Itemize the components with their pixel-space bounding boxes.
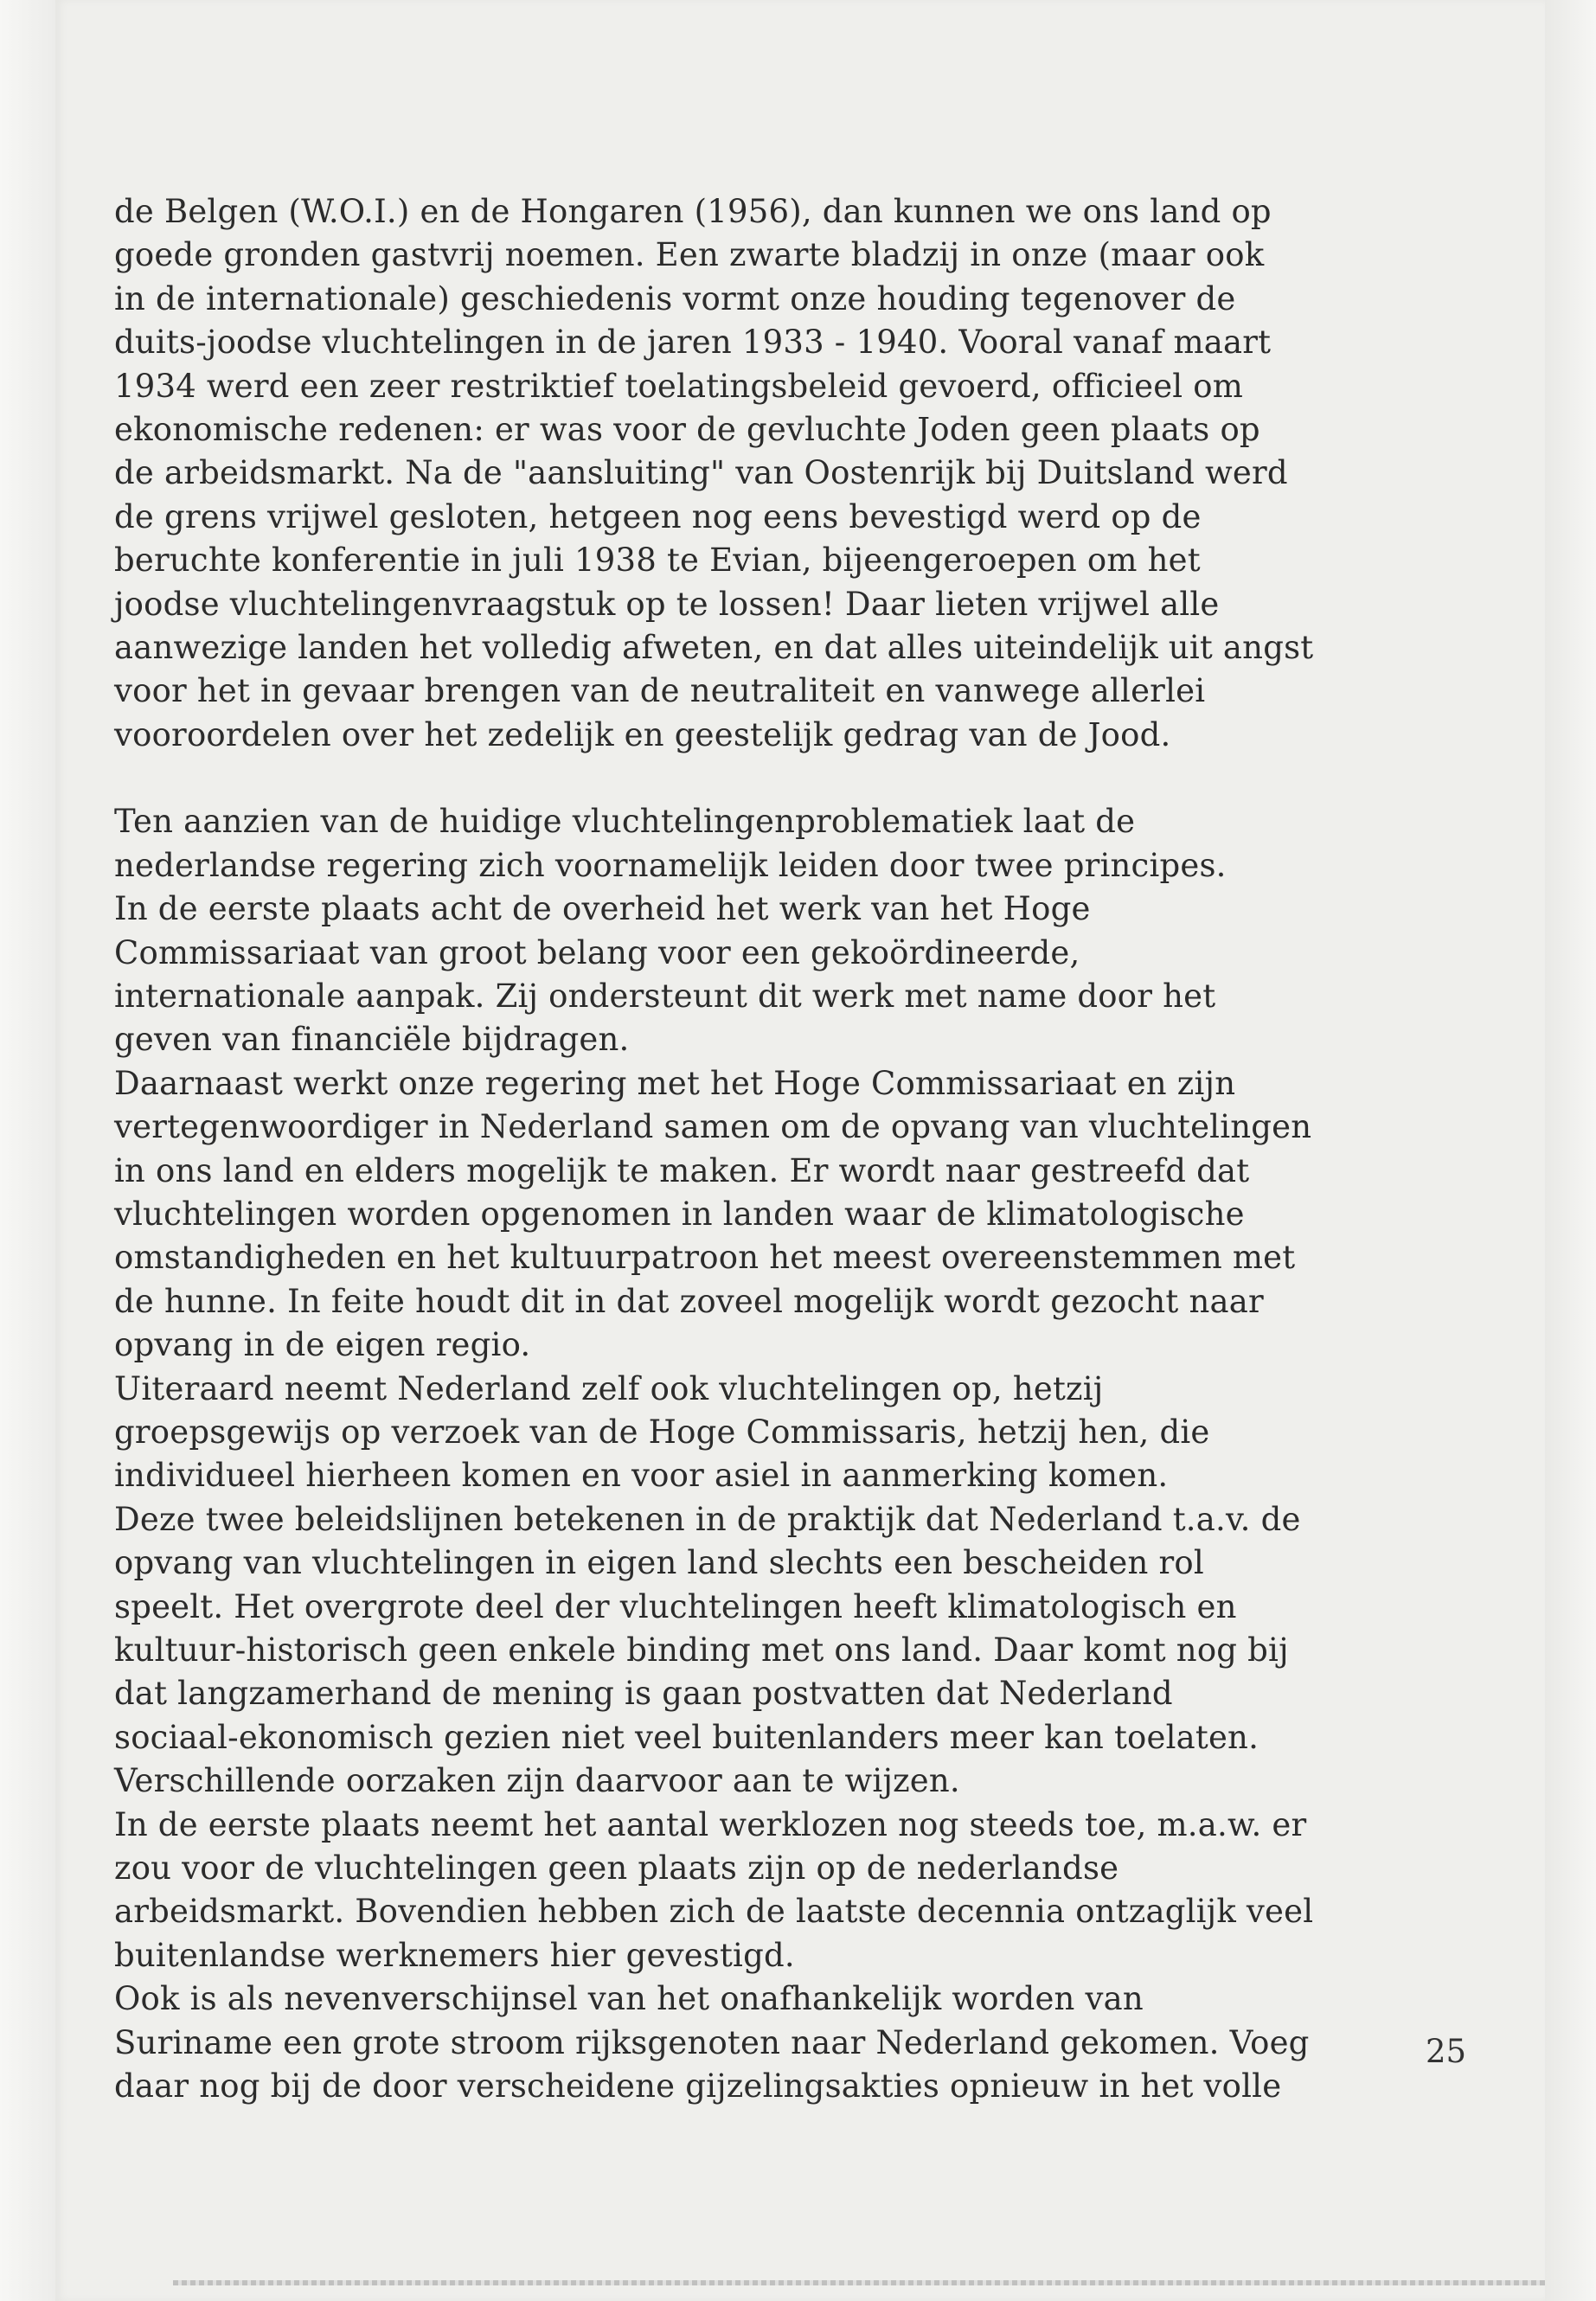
paragraph-gap — [114, 757, 1429, 800]
text-line: 1934 werd een zeer restriktief toelatingsbeleid gevoerd, officieel om — [114, 367, 1244, 405]
text-line: Ook is als nevenverschijnsel van het onafhankelijk worden van — [114, 1980, 1144, 2018]
page-margin-right — [1545, 0, 1596, 2301]
text-line: in ons land en elders mogelijk te maken. Er wordt naar gestreefd dat — [114, 1151, 1250, 1189]
page-margin-left — [0, 0, 55, 2301]
text-line: omstandigheden en het kultuurpatroon het meest overeenstemmen met — [114, 1239, 1296, 1277]
text-line: arbeidsmarkt. Bovendien hebben zich de laatste decennia ontzaglijk veel — [114, 1893, 1314, 1931]
text-line: Deze twee beleidslijnen betekenen in de praktijk dat Nederland t.a.v. de — [114, 1500, 1301, 1538]
text-line: sociaal-ekonomisch gezien niet veel buitenlanders meer kan toelaten. — [114, 1718, 1259, 1756]
text-line: de arbeidsmarkt. Na de "aansluiting" van Oostenrijk bij Duitsland werd — [114, 454, 1288, 492]
text-line: speelt. Het overgrote deel der vluchtelingen heeft klimatologisch en — [114, 1587, 1237, 1625]
text-line: voor het in gevaar brengen van de neutraliteit en vanwege allerlei — [114, 672, 1206, 710]
text-line: groepsgewijs op verzoek van de Hoge Commissaris, hetzij hen, die — [114, 1413, 1210, 1451]
text-line: goede gronden gastvrij noemen. Een zwarte bladzij in onze (maar ook — [114, 236, 1265, 274]
text-line: Uiteraard neemt Nederland zelf ook vluchtelingen op, hetzij — [114, 1369, 1104, 1407]
text-line: internationale aanpak. Zij ondersteunt dit werk met name door het — [114, 977, 1216, 1015]
paragraph-2 — [114, 800, 1429, 2108]
text-line: geven van financiële bijdragen. — [114, 1021, 630, 1059]
text-line: nederlandse regering zich voornamelijk leiden door twee principes. — [114, 846, 1227, 884]
page-bottom-edge — [173, 2280, 1545, 2285]
text-line: beruchte konferentie in juli 1938 te Evian, bijeengeroepen om het — [114, 542, 1201, 580]
text-line: in de internationale) geschiedenis vormt onze houding tegenover de — [114, 279, 1236, 317]
text-line: zou voor de vluchtelingen geen plaats zijn op de nederlandse — [114, 1849, 1119, 1888]
text-line: kultuur-historisch geen enkele binding met ons land. Daar komt nog bij — [114, 1631, 1289, 1669]
text-line: Verschillende oorzaken zijn daarvoor aan te wijzen. — [114, 1762, 960, 1800]
text-line: Suriname een grote stroom rijksgenoten naar Nederland gekomen. Voeg — [114, 2023, 1310, 2061]
text-line: vertegenwoordiger in Nederland samen om de opvang van vluchtelingen — [114, 1108, 1312, 1146]
text-line: aanwezige landen het volledig afweten, en dat alles uiteindelijk uit angst — [114, 629, 1314, 667]
text-line: de hunne. In feite houdt dit in dat zoveel mogelijk wordt gezocht naar — [114, 1282, 1264, 1320]
text-line: dat langzamerhand de mening is gaan postvatten dat Nederland — [114, 1675, 1173, 1713]
text-line: Ten aanzien van de huidige vluchtelingenproblematiek laat de — [114, 803, 1136, 841]
body-text — [114, 190, 1429, 2108]
text-line: daar nog bij de door verscheidene gijzelingsakties opnieuw in het volle — [114, 2067, 1282, 2106]
text-line: In de eerste plaats acht de overheid het werk van het Hoge — [114, 890, 1091, 928]
text-line: joodse vluchtelingenvraagstuk op te lossen! Daar lieten vrijwel alle — [114, 585, 1220, 623]
text-line: Daarnaast werkt onze regering met het Hoge Commissariaat en zijn — [114, 1064, 1236, 1102]
page-number: 25 — [1426, 2033, 1467, 2070]
text-line: de grens vrijwel gesloten, hetgeen nog eens bevestigd werd op de — [114, 497, 1202, 535]
text-line: opvang van vluchtelingen in eigen land slechts een bescheiden rol — [114, 1544, 1204, 1582]
text-line: vooroordelen over het zedelijk en geestelijk gedrag van de Jood. — [114, 715, 1171, 753]
text-line: individueel hierheen komen en voor asiel in aanmerking komen. — [114, 1457, 1169, 1495]
text-line: buitenlandse werknemers hier gevestigd. — [114, 1936, 795, 1974]
text-line: In de eerste plaats neemt het aantal werklozen nog steeds toe, m.a.w. er — [114, 1805, 1307, 1843]
text-line: de Belgen (W.O.I.) en de Hongaren (1956), dan kunnen we ons land op — [114, 193, 1272, 230]
text-line: ekonomische redenen: er was voor de gevluchte Joden geen plaats op — [114, 411, 1260, 449]
text-line: duits-joodse vluchtelingen in de jaren 1933 - 1940. Vooral vanaf maart — [114, 324, 1272, 362]
paragraph-1 — [114, 190, 1429, 757]
text-line: opvang in de eigen regio. — [114, 1326, 531, 1364]
text-line: Commissariaat van groot belang voor een gekoördineerde, — [114, 933, 1080, 971]
text-line: vluchtelingen worden opgenomen in landen waar de klimatologische — [114, 1195, 1245, 1233]
